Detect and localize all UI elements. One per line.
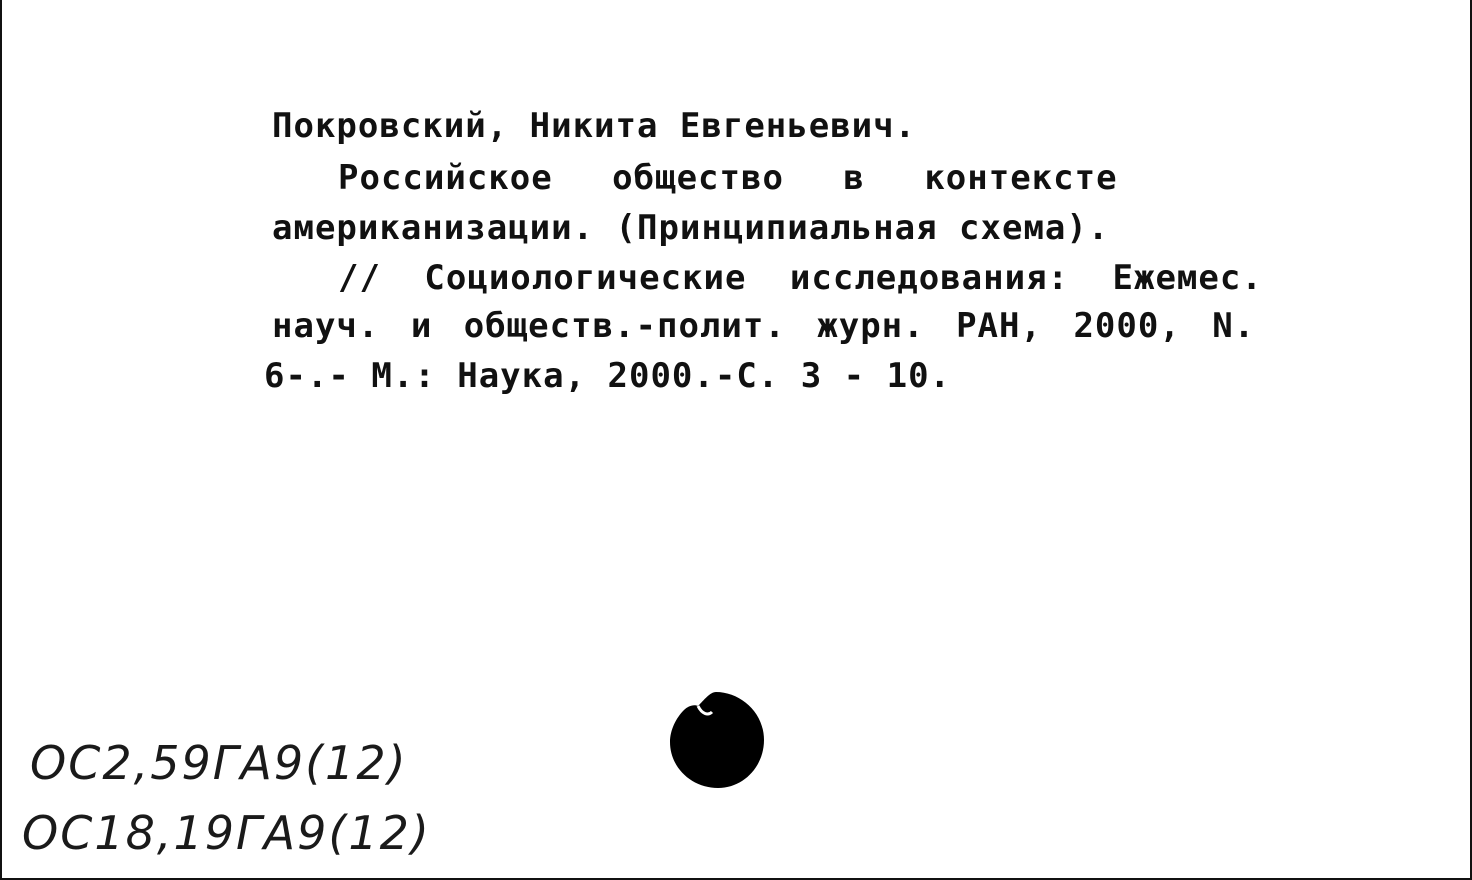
source-line-2: науч. и обществ.-полит. журн. РАН, 2000, N. <box>272 306 1256 346</box>
source-line-3: 6-.- М.: Наука, 2000.-С. 3 - 10. <box>264 356 952 396</box>
title-line-2: американизации. (Принципиальная схема). <box>272 208 1110 248</box>
author-line: Покровский, Никита Евгеньевич. <box>272 106 917 146</box>
shelf-mark-line-1: ОС2,59ГА9(12) <box>30 736 408 790</box>
bibliographic-entry <box>2 0 1263 396</box>
source-line-1: // Социологические исследования: Ежемес. <box>338 258 1263 298</box>
title-line-1: Российское общество в контексте <box>338 158 1118 198</box>
punch-hole <box>668 690 768 790</box>
shelf-mark-line-2: ОС18,19ГА9(12) <box>22 806 431 860</box>
